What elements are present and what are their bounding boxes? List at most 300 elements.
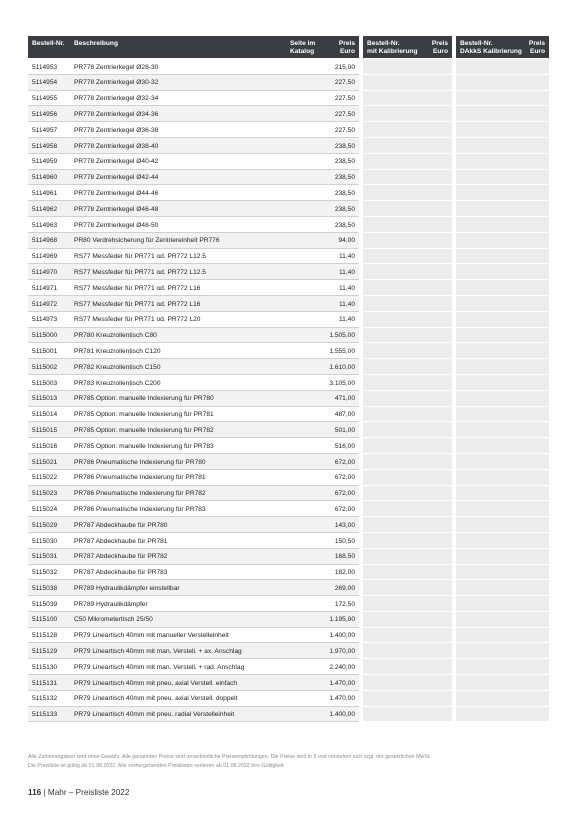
order-number: 5115022 — [32, 474, 58, 482]
calibration-cell — [363, 138, 452, 154]
order-number: 5114963 — [32, 221, 58, 229]
calibration-cell — [363, 422, 452, 438]
order-number: 5114973 — [32, 316, 58, 324]
table-row — [28, 596, 549, 612]
table-row — [28, 675, 549, 691]
description: PR787 Abdeckhaube für PR782 — [74, 553, 168, 561]
dakks-cell — [456, 233, 549, 249]
header-calibration-price-l1: Preis — [431, 40, 448, 47]
order-number: 5114971 — [32, 284, 58, 292]
row-main-cell — [28, 454, 359, 470]
order-number: 5114968 — [32, 237, 58, 245]
row-main-cell — [28, 91, 359, 107]
order-number: 5115029 — [32, 521, 58, 529]
price: 672,00 — [334, 458, 355, 466]
row-main-cell — [28, 75, 359, 91]
order-number: 5115129 — [32, 648, 58, 656]
row-main-cell — [28, 359, 359, 375]
price: 1.555,00 — [329, 347, 355, 355]
order-number: 5115023 — [32, 490, 58, 498]
table-row — [28, 549, 549, 565]
table-row — [28, 659, 549, 675]
price: 1.400,00 — [329, 632, 355, 640]
dakks-cell — [456, 486, 549, 502]
calibration-cell — [363, 264, 452, 280]
description: PR79 Lineartisch 40mm mit pneu. radial Verstelleinheit — [74, 711, 235, 719]
row-main-cell — [28, 106, 359, 122]
order-number: 5115133 — [32, 711, 58, 719]
dakks-cell — [456, 59, 549, 75]
calibration-cell — [363, 580, 452, 596]
description: PR786 Pneumatische Indexierung für PR781 — [74, 474, 206, 482]
description: PR783 Kreuzrollentisch C200 — [74, 379, 161, 387]
order-number: 5115014 — [32, 411, 58, 419]
price: 182,00 — [334, 569, 355, 577]
price: 172,50 — [334, 600, 355, 608]
dakks-cell — [456, 185, 549, 201]
description: PR786 Pneumatische Indexierung für PR780 — [74, 458, 206, 466]
price: 501,00 — [334, 426, 355, 434]
calibration-cell — [363, 438, 452, 454]
price: 1.400,00 — [329, 711, 355, 719]
dakks-cell — [456, 328, 549, 344]
row-main-cell — [28, 549, 359, 565]
calibration-cell — [363, 91, 452, 107]
table-header-main — [28, 36, 359, 58]
order-number: 5115030 — [32, 537, 58, 545]
row-main-cell — [28, 170, 359, 186]
table-row — [28, 580, 549, 596]
description: PR778 Zentrierkegel Ø32-34 — [74, 95, 159, 103]
row-main-cell — [28, 249, 359, 265]
dakks-cell — [456, 201, 549, 217]
table-header-dakks — [456, 36, 549, 58]
price: 487,00 — [334, 411, 355, 419]
row-main-cell — [28, 659, 359, 675]
table-row — [28, 501, 549, 517]
row-main-cell — [28, 643, 359, 659]
description: C50 Mikrometertisch 25/50 — [74, 616, 153, 624]
description: RS77 Messfeder für PR771 od. PR772 L16 — [74, 284, 201, 292]
calibration-cell — [363, 375, 452, 391]
dakks-cell — [456, 91, 549, 107]
price: 238,50 — [334, 142, 355, 150]
header-order-number: Bestell-Nr. — [32, 40, 65, 47]
header-price — [339, 40, 355, 55]
description: PR782 Kreuzrollentisch C150 — [74, 363, 161, 371]
price: 238,50 — [334, 174, 355, 182]
row-main-cell — [28, 185, 359, 201]
description: PR778 Zentrierkegel Ø36-38 — [74, 126, 159, 134]
row-main-cell — [28, 328, 359, 344]
table-row — [28, 375, 549, 391]
table-row — [28, 517, 549, 533]
calibration-cell — [363, 312, 452, 328]
table-row — [28, 407, 549, 423]
table-row — [28, 59, 549, 75]
order-number: 5114961 — [32, 189, 58, 197]
description: PR778 Zentrierkegel Ø38-40 — [74, 142, 159, 150]
row-main-cell — [28, 580, 359, 596]
calibration-cell — [363, 201, 452, 217]
description: RS77 Messfeder für PR771 od. PR772 L16 — [74, 300, 201, 308]
price: 672,00 — [334, 474, 355, 482]
description: PR780 Kreuzrollentisch C80 — [74, 332, 157, 340]
table-row — [28, 201, 549, 217]
calibration-cell — [363, 328, 452, 344]
row-main-cell — [28, 707, 359, 723]
header-calibration-number-l1: Bestell-Nr. — [367, 40, 400, 47]
header-description: Beschreibung — [74, 40, 118, 47]
table-row — [28, 312, 549, 328]
table-header-calibration — [363, 36, 452, 58]
dakks-cell — [456, 122, 549, 138]
description: PR789 Hydraulikdämpfer einstellbar — [74, 584, 180, 592]
price: 143,00 — [334, 521, 355, 529]
row-main-cell — [28, 201, 359, 217]
calibration-cell — [363, 359, 452, 375]
order-number: 5115001 — [32, 347, 58, 355]
description: PR79 Lineartisch 40mm mit man. Verstell. + ax. Anschlag — [74, 648, 242, 656]
dakks-cell — [456, 312, 549, 328]
calibration-cell — [363, 659, 452, 675]
dakks-cell — [456, 596, 549, 612]
description: PR778 Zentrierkegel Ø28-30 — [74, 63, 159, 71]
calibration-cell — [363, 280, 452, 296]
order-number: 5115132 — [32, 695, 58, 703]
calibration-cell — [363, 549, 452, 565]
price: 672,00 — [334, 505, 355, 513]
dakks-cell — [456, 454, 549, 470]
price-table-body — [28, 59, 549, 722]
calibration-cell — [363, 628, 452, 644]
price: 1.470,00 — [329, 679, 355, 687]
row-main-cell — [28, 470, 359, 486]
row-main-cell — [28, 264, 359, 280]
price: 3.105,00 — [329, 379, 355, 387]
description: PR80 Verdrehsicherung für Zentriereinheit PR776 — [74, 237, 220, 245]
table-row — [28, 438, 549, 454]
description: PR785 Option: manuelle Indexierung für PR781 — [74, 411, 214, 419]
price: 269,00 — [334, 584, 355, 592]
order-number: 5115021 — [32, 458, 58, 466]
table-row — [28, 75, 549, 91]
description: PR785 Option: manuelle Indexierung für PR783 — [74, 442, 214, 450]
price: 11,40 — [338, 316, 355, 324]
table-row — [28, 217, 549, 233]
dakks-cell — [456, 154, 549, 170]
footer-line-2: Die Preisliste ist gültig ab 01.08.2022. Alle vorhergehenden Preislisten verlieren ab 01.08.2022 ihre Gültigkeit. — [28, 763, 286, 769]
description: RS77 Messfeder für PR771 od. PR772 L20 — [74, 316, 201, 324]
price: 238,50 — [334, 205, 355, 213]
order-number: 5115128 — [32, 632, 58, 640]
table-row — [28, 359, 549, 375]
calibration-cell — [363, 296, 452, 312]
table-row — [28, 249, 549, 265]
dakks-cell — [456, 217, 549, 233]
footer-line-1: Alle Zahlenangaben sind ohne Gewähr. Alle genannten Preise sind unverbindliche Preisempfehlungen. Die Preise sind in € und verstehen sich zzgl. der gesetzlichen MwSt. — [28, 754, 431, 760]
calibration-cell — [363, 154, 452, 170]
calibration-cell — [363, 106, 452, 122]
price: 11,40 — [338, 300, 355, 308]
calibration-cell — [363, 707, 452, 723]
table-row — [28, 296, 549, 312]
row-main-cell — [28, 391, 359, 407]
price: 227,50 — [334, 79, 355, 87]
dakks-cell — [456, 628, 549, 644]
dakks-cell — [456, 280, 549, 296]
table-row — [28, 264, 549, 280]
page-footer — [28, 788, 129, 797]
row-main-cell — [28, 375, 359, 391]
order-number: 5114959 — [32, 158, 58, 166]
header-catalog-page-l1: Seite im — [290, 40, 316, 47]
price: 2.240,00 — [329, 663, 355, 671]
dakks-cell — [456, 549, 549, 565]
table-row — [28, 391, 549, 407]
dakks-cell — [456, 659, 549, 675]
calibration-cell — [363, 217, 452, 233]
header-price-l1: Preis — [338, 40, 355, 47]
dakks-cell — [456, 612, 549, 628]
description: RS77 Messfeder für PR771 od. PR772 L12.5 — [74, 253, 206, 261]
dakks-cell — [456, 296, 549, 312]
order-number: 5115002 — [32, 363, 58, 371]
price: 471,00 — [334, 395, 355, 403]
dakks-cell — [456, 249, 549, 265]
order-number: 5115016 — [32, 442, 58, 450]
order-number: 5115000 — [32, 332, 58, 340]
dakks-cell — [456, 438, 549, 454]
calibration-cell — [363, 675, 452, 691]
table-row — [28, 565, 549, 581]
description: PR778 Zentrierkegel Ø42-44 — [74, 174, 159, 182]
dakks-cell — [456, 359, 549, 375]
dakks-cell — [456, 517, 549, 533]
row-main-cell — [28, 407, 359, 423]
description: RS77 Messfeder für PR771 od. PR772 L12.5 — [74, 268, 206, 276]
table-row — [28, 422, 549, 438]
footer-disclaimer — [28, 753, 553, 771]
row-main-cell — [28, 675, 359, 691]
header-dakks-price — [529, 40, 545, 55]
description: PR778 Zentrierkegel Ø44-46 — [74, 189, 159, 197]
table-row — [28, 707, 549, 723]
description: PR786 Pneumatische Indexierung für PR782 — [74, 490, 206, 498]
description: PR79 Lineartisch 40mm mit man. Verstell. + rad. Anschlag — [74, 663, 245, 671]
row-main-cell — [28, 154, 359, 170]
description: PR778 Zentrierkegel Ø30-32 — [74, 79, 159, 87]
order-number: 5114970 — [32, 268, 58, 276]
description: PR781 Kreuzrollentisch C120 — [74, 347, 161, 355]
order-number: 5115003 — [32, 379, 58, 387]
dakks-cell — [456, 170, 549, 186]
calibration-cell — [363, 75, 452, 91]
price: 1.195,00 — [329, 616, 355, 624]
table-row — [28, 91, 549, 107]
description: PR79 Lineartisch 40mm mit pneu. axial Verstell. einfach — [74, 679, 238, 687]
calibration-cell — [363, 533, 452, 549]
table-row — [28, 454, 549, 470]
header-price-l2: Euro — [339, 47, 355, 55]
order-number: 5114960 — [32, 174, 58, 182]
header-dakks-number-l1: Bestell-Nr. — [460, 40, 493, 47]
row-main-cell — [28, 501, 359, 517]
table-row — [28, 470, 549, 486]
dakks-cell — [456, 106, 549, 122]
row-main-cell — [28, 596, 359, 612]
dakks-cell — [456, 675, 549, 691]
row-main-cell — [28, 628, 359, 644]
table-row — [28, 628, 549, 644]
header-catalog-page-l2: Katalog — [290, 47, 315, 55]
description: PR778 Zentrierkegel Ø34-36 — [74, 110, 159, 118]
order-number: 5114972 — [32, 300, 58, 308]
order-number: 5115038 — [32, 584, 58, 592]
dakks-cell — [456, 470, 549, 486]
order-number: 5114953 — [32, 63, 58, 71]
row-main-cell — [28, 312, 359, 328]
header-calibration-price-l2: Euro — [432, 47, 448, 55]
dakks-cell — [456, 422, 549, 438]
page-number: 116 — [28, 788, 42, 797]
footer-separator: | — [43, 788, 46, 797]
order-number: 5114958 — [32, 142, 58, 150]
dakks-cell — [456, 407, 549, 423]
description: PR79 Lineartisch 40mm mit pneu. axial Verstell. doppelt — [74, 695, 238, 703]
dakks-cell — [456, 264, 549, 280]
description: PR786 Pneumatische Indexierung für PR783 — [74, 505, 206, 513]
row-main-cell — [28, 486, 359, 502]
order-number: 5115039 — [32, 600, 58, 608]
row-main-cell — [28, 612, 359, 628]
dakks-cell — [456, 565, 549, 581]
table-row — [28, 170, 549, 186]
order-number: 5114962 — [32, 205, 58, 213]
dakks-cell — [456, 707, 549, 723]
price: 516,00 — [334, 442, 355, 450]
table-row — [28, 138, 549, 154]
table-row — [28, 185, 549, 201]
row-main-cell — [28, 533, 359, 549]
order-number: 5115130 — [32, 663, 58, 671]
table-row — [28, 233, 549, 249]
table-row — [28, 328, 549, 344]
price: 1.505,00 — [329, 332, 355, 340]
price: 672,00 — [334, 490, 355, 498]
price: 1.970,00 — [329, 648, 355, 656]
table-row — [28, 343, 549, 359]
order-number: 5114957 — [32, 126, 58, 134]
dakks-cell — [456, 391, 549, 407]
description: PR785 Option: manuelle Indexierung für PR782 — [74, 426, 214, 434]
price: 227,50 — [334, 95, 355, 103]
order-number: 5115031 — [32, 553, 58, 561]
price: 227,50 — [334, 126, 355, 134]
price: 94,00 — [338, 237, 355, 245]
row-main-cell — [28, 343, 359, 359]
price: 1.470,00 — [329, 695, 355, 703]
price: 227,50 — [334, 110, 355, 118]
dakks-cell — [456, 580, 549, 596]
price: 11,40 — [338, 268, 355, 276]
price: 150,50 — [334, 537, 355, 545]
order-number: 5114969 — [32, 253, 58, 261]
calibration-cell — [363, 501, 452, 517]
description: PR787 Abdeckhaube für PR781 — [74, 537, 168, 545]
calibration-cell — [363, 565, 452, 581]
dakks-cell — [456, 343, 549, 359]
calibration-cell — [363, 643, 452, 659]
calibration-cell — [363, 454, 452, 470]
description: PR778 Zentrierkegel Ø40-42 — [74, 158, 159, 166]
order-number: 5115024 — [32, 505, 58, 513]
dakks-cell — [456, 643, 549, 659]
calibration-cell — [363, 596, 452, 612]
description: PR79 Lineartisch 40mm mit manueller Verstelleinheit — [74, 632, 229, 640]
order-number: 5115131 — [32, 679, 58, 687]
order-number: 5114955 — [32, 95, 58, 103]
calibration-cell — [363, 612, 452, 628]
row-main-cell — [28, 517, 359, 533]
calibration-cell — [363, 185, 452, 201]
row-main-cell — [28, 691, 359, 707]
dakks-cell — [456, 691, 549, 707]
row-main-cell — [28, 296, 359, 312]
calibration-cell — [363, 170, 452, 186]
price: 168,50 — [334, 553, 355, 561]
header-calibration-number — [367, 40, 418, 55]
dakks-cell — [456, 75, 549, 91]
row-main-cell — [28, 59, 359, 75]
table-row — [28, 691, 549, 707]
calibration-cell — [363, 517, 452, 533]
table-row — [28, 154, 549, 170]
price: 11,40 — [338, 253, 355, 261]
row-main-cell — [28, 122, 359, 138]
dakks-cell — [456, 533, 549, 549]
price: 11,40 — [338, 284, 355, 292]
order-number: 5115015 — [32, 426, 58, 434]
table-row — [28, 612, 549, 628]
row-main-cell — [28, 233, 359, 249]
calibration-cell — [363, 691, 452, 707]
price: 238,50 — [334, 189, 355, 197]
description: PR789 Hydraulikdämpfer — [74, 600, 148, 608]
dakks-cell — [456, 501, 549, 517]
calibration-cell — [363, 233, 452, 249]
calibration-cell — [363, 407, 452, 423]
row-main-cell — [28, 138, 359, 154]
table-row — [28, 106, 549, 122]
table-row — [28, 280, 549, 296]
calibration-cell — [363, 486, 452, 502]
price: 215,00 — [334, 63, 355, 71]
description: PR785 Option: manuelle Indexierung für PR780 — [74, 395, 214, 403]
description: PR787 Abdeckhaube für PR783 — [74, 569, 168, 577]
row-main-cell — [28, 422, 359, 438]
calibration-cell — [363, 249, 452, 265]
calibration-cell — [363, 122, 452, 138]
row-main-cell — [28, 280, 359, 296]
description: PR787 Abdeckhaube für PR780 — [74, 521, 168, 529]
header-dakks-price-l2: Euro — [529, 47, 545, 55]
order-number: 5115100 — [32, 616, 58, 624]
table-row — [28, 122, 549, 138]
table-row — [28, 486, 549, 502]
order-number: 5114956 — [32, 110, 58, 118]
header-dakks-number — [460, 40, 522, 55]
